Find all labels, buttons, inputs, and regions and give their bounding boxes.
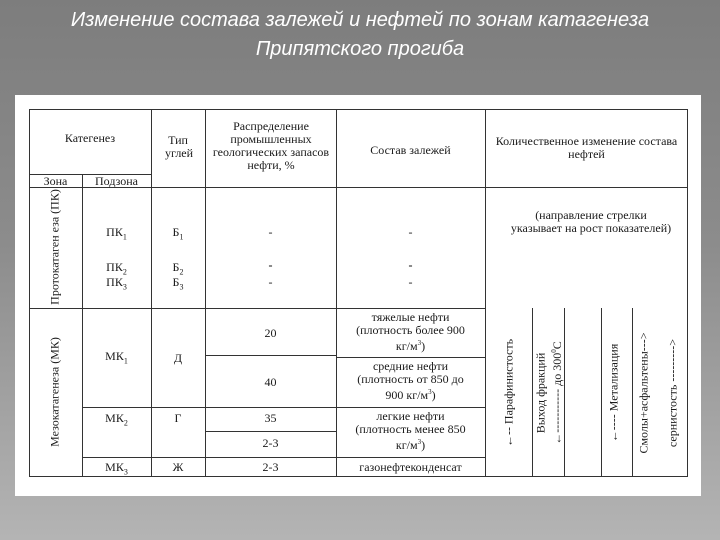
- subzone-pk2-base: ПК: [106, 260, 123, 274]
- share-mk2-b: 2-3: [262, 436, 279, 450]
- arrow-note: (направление стрелки указывает на рост показателей): [510, 208, 672, 235]
- oil-gas-condensate: газонефтеконденсат: [359, 460, 462, 474]
- subzone-mk2-base: МК: [105, 411, 124, 425]
- indicator-sulfur: сернистость --------->: [665, 338, 680, 448]
- oil-medium-desc-1: (плотность от 850 до: [357, 372, 464, 386]
- oil-heavy-desc-2: [336, 337, 485, 353]
- subzone-pk3: [82, 276, 151, 293]
- indicator-fraction-to: ←----------- до 300: [550, 352, 564, 445]
- oil-light-name: легкие нефти: [376, 409, 445, 423]
- oil-heavy-unit: кг/м: [395, 339, 418, 353]
- oil-light-desc-1: (плотность менее 850: [355, 422, 466, 436]
- oil-heavy-unit-end: ): [421, 339, 426, 353]
- indicator-paraffin: ←-- Парафинистость: [501, 338, 516, 448]
- indicator-metalization: ←---- Метализация: [606, 343, 621, 443]
- subzone-mk1-index: 1: [123, 356, 128, 366]
- coal-pk2-base: Б: [172, 260, 180, 274]
- oil-medium-desc-2: [336, 386, 485, 402]
- subzone-mk2: [82, 412, 151, 429]
- share-mk1-a: 20: [264, 326, 277, 340]
- oil-medium: [336, 360, 485, 402]
- subzone-mk3-index: 3: [123, 467, 128, 477]
- header-subzone: Подзона: [95, 174, 138, 188]
- coal-pk1: [151, 226, 205, 243]
- header-deposit-composition: Состав залежей: [370, 143, 451, 157]
- header-zone: Зона: [43, 174, 68, 188]
- oil-medium-unit: 900 кг/м: [385, 388, 429, 402]
- share-mk2-a: 35: [264, 411, 277, 425]
- oil-heavy: [336, 311, 485, 353]
- composition-pk3: -: [408, 275, 413, 289]
- coal-pk3-index: 3: [179, 282, 184, 292]
- coal-pk2-index: 2: [179, 267, 184, 277]
- slide-title: [0, 6, 720, 64]
- indicator-fraction-unit: С: [550, 341, 564, 350]
- oil-heavy-unit-sup: 3: [417, 339, 422, 347]
- zone-protocatagenesis: Протокатаген еза (ПК): [47, 189, 62, 305]
- indicator-fraction-range: [548, 341, 564, 445]
- coal-mk1: Д: [173, 351, 183, 365]
- subzone-pk1: [82, 226, 151, 243]
- header-quantitative-change: Количественное изменение состава нефтей: [495, 134, 678, 161]
- oil-medium-name: средние нефти: [372, 359, 449, 373]
- share-pk1: -: [268, 225, 273, 239]
- coal-pk3: [151, 276, 205, 293]
- header-distribution: Распределение промышленных геологических запасов нефти, %: [212, 119, 330, 172]
- indicator-fraction-yield: Выход фракций: [533, 352, 548, 434]
- composition-pk1: -: [408, 225, 413, 239]
- oil-light: [336, 410, 485, 452]
- coal-mk3: Ж: [172, 460, 184, 474]
- header-coal-type: Тип углей: [165, 133, 194, 160]
- slide-title-line-1: Изменение состава залежей и нефтей по зонам катагенеза: [70, 9, 650, 31]
- oil-heavy-desc-1: (плотность более 900: [356, 323, 465, 337]
- coal-pk1-index: 1: [179, 232, 184, 242]
- share-mk3: 2-3: [262, 460, 279, 474]
- share-pk3: -: [268, 275, 273, 289]
- table-sheet: [15, 95, 701, 496]
- oil-medium-unit-end: ): [431, 388, 436, 402]
- oil-heavy-name: тяжелые нефти: [371, 310, 450, 324]
- subzone-mk3: [82, 461, 151, 478]
- coal-pk3-base: Б: [172, 275, 180, 289]
- subzone-pk1-index: 1: [122, 232, 127, 242]
- subzone-mk1: [82, 350, 151, 367]
- coal-pk1-base: Б: [172, 225, 180, 239]
- zone-mesocatagenesis: Мезокатагенеза (МК): [47, 337, 62, 447]
- oil-light-unit: кг/м: [395, 438, 418, 452]
- oil-medium-unit-sup: 3: [428, 388, 432, 396]
- subzone-pk2-index: 2: [122, 267, 127, 277]
- share-mk1-b: 40: [264, 375, 277, 389]
- oil-light-unit-end: ): [421, 438, 426, 452]
- subzone-pk3-base: ПК: [106, 275, 123, 289]
- subzone-pk1-base: ПК: [106, 225, 123, 239]
- header-catagenesis: Категенез: [64, 131, 116, 145]
- slide-title-line-2: Припятского прогиба: [255, 38, 465, 60]
- coal-mk2: Г: [174, 411, 182, 425]
- oil-light-desc-2: [336, 436, 485, 452]
- indicator-resins: Смолы+асфальтены--->: [636, 332, 651, 454]
- subzone-mk3-base: МК: [105, 460, 124, 474]
- composition-pk2: -: [408, 258, 413, 272]
- subzone-pk3-index: 3: [122, 282, 127, 292]
- subzone-mk1-base: МК: [105, 349, 124, 363]
- subzone-mk2-index: 2: [123, 418, 128, 428]
- share-pk2: -: [268, 258, 273, 272]
- indicator-fraction-deg: 0: [550, 349, 558, 353]
- oil-light-unit-sup: 3: [417, 438, 422, 446]
